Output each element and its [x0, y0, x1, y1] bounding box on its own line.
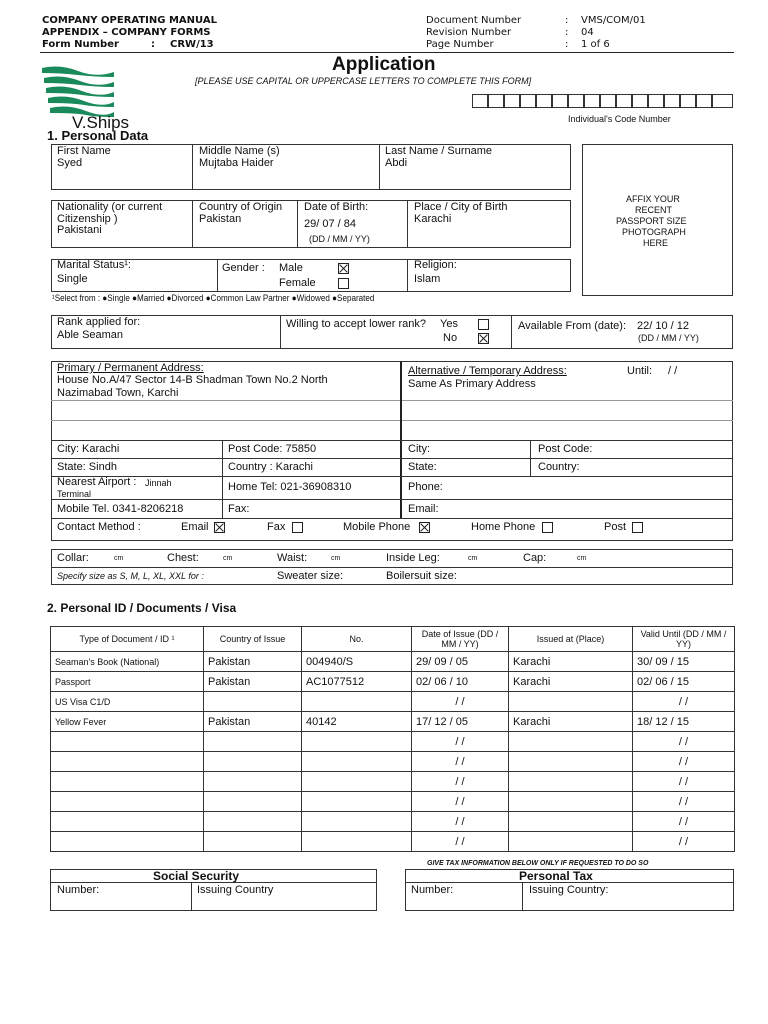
header-rule — [40, 52, 734, 53]
table-cell[interactable]: / / — [633, 812, 735, 832]
table-cell[interactable] — [302, 772, 412, 792]
form-number-value: CRW/13 — [170, 39, 214, 50]
available-label: Available From (date): — [518, 320, 627, 332]
chest-label: Chest: — [167, 552, 199, 564]
table-cell[interactable]: Seaman's Book (National) — [51, 652, 204, 672]
table-cell[interactable]: Karachi — [509, 672, 633, 692]
table-cell[interactable] — [509, 812, 633, 832]
home-tel-field[interactable]: Home Tel: 021-36908310 — [228, 481, 352, 493]
code-digit-box[interactable] — [536, 94, 552, 108]
code-digit-box[interactable] — [568, 94, 584, 108]
table-cell[interactable]: AC1077512 — [302, 672, 412, 692]
table-cell[interactable]: 17/ 12 / 05 — [412, 712, 509, 732]
table-cell[interactable]: Passport — [51, 672, 204, 692]
size-instructions: Specify size as S, M, L, XL, XXL for : — [57, 571, 204, 581]
code-digit-box[interactable] — [504, 94, 520, 108]
lower-rank-no-label: No — [443, 332, 458, 344]
code-digit-box[interactable] — [648, 94, 664, 108]
gender-label: Gender : — [222, 262, 265, 274]
table-row — [51, 772, 735, 792]
table-cell[interactable] — [204, 692, 302, 712]
table-cell[interactable]: / / — [412, 792, 509, 812]
religion-value[interactable]: Islam — [414, 273, 441, 285]
tax-number-label: Number: — [411, 884, 454, 896]
section-1-title: 1. Personal Data — [47, 128, 149, 143]
code-digit-box[interactable] — [488, 94, 504, 108]
photo-text: HERE — [643, 238, 669, 248]
form-number-label: Form Number — [42, 39, 119, 50]
until-label: Until: — [627, 365, 653, 377]
table-cell[interactable]: 004940/S — [302, 652, 412, 672]
dob-value[interactable]: 29/ 07 / 84 — [304, 218, 356, 230]
table-cell[interactable]: 18/ 12 / 15 — [633, 712, 735, 732]
table-cell[interactable]: 40142 — [302, 712, 412, 732]
documents-table — [50, 626, 735, 852]
primary-address-line1[interactable]: House No.A/47 Sector 14-B Shadman Town No.2 North — [57, 374, 328, 386]
state-field[interactable]: State: Sindh — [57, 461, 117, 473]
table-header: Type of Document / ID ¹ — [51, 627, 204, 652]
alt-postcode-field[interactable]: Post Code: — [538, 443, 593, 455]
available-format: (DD / MM / YY) — [638, 333, 699, 343]
table-cell[interactable] — [302, 732, 412, 752]
table-cell[interactable] — [51, 832, 204, 852]
collar-label: Collar: — [57, 552, 89, 564]
rev-number-label: Revision Number — [426, 27, 512, 38]
table-cell[interactable]: / / — [412, 772, 509, 792]
dob-format: (DD / MM / YY) — [309, 234, 370, 244]
table-cell[interactable] — [509, 792, 633, 812]
table-header: Date of Issue (DD / MM / YY) — [412, 627, 509, 652]
table-row — [51, 792, 735, 812]
nationality-value[interactable]: Pakistani — [57, 224, 102, 236]
waist-label: Waist: — [277, 552, 308, 564]
appendix-title: APPENDIX – COMPANY FORMS — [42, 27, 211, 38]
code-digit-box[interactable] — [680, 94, 696, 108]
airport-value-2[interactable]: Terminal — [57, 489, 92, 499]
table-cell[interactable]: / / — [412, 732, 509, 752]
code-digit-box[interactable] — [616, 94, 632, 108]
table-cell[interactable] — [51, 792, 204, 812]
photo-text: PHOTOGRAPH — [622, 227, 686, 237]
rank-label: Rank applied for: — [57, 316, 141, 328]
contact-email-checkbox[interactable] — [214, 522, 225, 533]
table-cell[interactable] — [204, 812, 302, 832]
alt-address-label: Alternative / Temporary Address: — [408, 365, 567, 377]
fax-field[interactable]: Fax: — [228, 503, 250, 515]
table-cell[interactable]: / / — [412, 812, 509, 832]
code-digit-box[interactable] — [552, 94, 568, 108]
dob-label: Date of Birth: — [304, 201, 369, 213]
form-number-sep: : — [151, 39, 155, 50]
table-cell[interactable]: Pakistan — [204, 672, 302, 692]
origin-label: Country of Origin — [199, 201, 283, 213]
middle-name-label: Middle Name (s) — [199, 145, 280, 157]
social-country-label: Issuing Country — [197, 884, 274, 896]
cm-unit: cm — [468, 555, 478, 562]
cm-unit: cm — [577, 555, 587, 562]
photo-text: AFFIX YOUR — [626, 194, 680, 204]
table-cell[interactable]: / / — [412, 692, 509, 712]
gender-male-label: Male — [279, 262, 303, 274]
doc-number-value: VMS/COM/01 — [581, 15, 646, 26]
mobile-field[interactable]: Mobile Tel. 0341-8206218 — [57, 503, 184, 515]
tax-country-label: Issuing Country: — [529, 884, 609, 896]
code-digit-box[interactable] — [600, 94, 616, 108]
gender-female-label: Female — [279, 277, 316, 289]
table-cell[interactable] — [509, 772, 633, 792]
table-row — [51, 692, 735, 712]
table-header: Issued at (Place) — [509, 627, 633, 652]
logo-text: V.Ships — [72, 113, 130, 132]
table-cell[interactable] — [51, 732, 204, 752]
table-cell[interactable]: / / — [633, 792, 735, 812]
code-digit-box[interactable] — [664, 94, 680, 108]
cap-label: Cap: — [523, 552, 547, 564]
lower-rank-yes-checkbox[interactable] — [478, 319, 489, 330]
lower-rank-no-checkbox[interactable] — [478, 333, 489, 344]
last-name-value[interactable]: Abdi — [385, 157, 408, 169]
manual-title: COMPANY OPERATING MANUAL — [42, 15, 217, 26]
photo-text: RECENT — [635, 205, 673, 215]
table-cell[interactable] — [302, 832, 412, 852]
table-cell[interactable]: 02/ 06 / 15 — [633, 672, 735, 692]
table-header-row — [51, 627, 735, 652]
boilersuit-size-label: Boilersuit size: — [386, 570, 457, 582]
city-field[interactable]: City: Karachi — [57, 443, 120, 455]
lower-rank-yes-label: Yes — [440, 318, 458, 330]
table-cell[interactable]: Pakistan — [204, 652, 302, 672]
table-cell[interactable] — [302, 812, 412, 832]
social-number-label: Number: — [57, 884, 100, 896]
table-cell[interactable] — [204, 752, 302, 772]
contact-home-label: Home Phone — [471, 521, 536, 533]
colon: : — [565, 15, 569, 26]
contact-mobile-checkbox[interactable] — [419, 522, 430, 533]
available-value[interactable]: 22/ 10 / 12 — [637, 320, 689, 332]
marital-footnote: ¹Select from : ●Single ●Married ●Divorced ●Common Law Partner ●Widowed ●Separated — [52, 293, 375, 303]
table-row — [51, 832, 735, 852]
table-cell[interactable]: Karachi — [509, 652, 633, 672]
table-cell[interactable] — [509, 752, 633, 772]
gender-female-checkbox[interactable] — [338, 278, 349, 289]
contact-post-label: Post — [604, 521, 627, 533]
origin-value[interactable]: Pakistan — [199, 213, 242, 225]
table-cell[interactable]: / / — [633, 832, 735, 852]
middle-name-value[interactable]: Mujtaba Haider — [199, 157, 274, 169]
page-number-value: 1 of 6 — [581, 39, 610, 50]
marital-value[interactable]: Single — [57, 273, 88, 285]
table-header: Country of Issue — [204, 627, 302, 652]
tax-note: GIVE TAX INFORMATION BELOW ONLY IF REQUESTED TO DO SO — [427, 860, 649, 867]
inside-leg-label: Inside Leg: — [386, 552, 440, 564]
rev-number-value: 04 — [581, 27, 594, 38]
airport-value[interactable]: Jinnah — [145, 478, 172, 488]
code-digit-box[interactable] — [712, 94, 733, 108]
alt-country-field[interactable]: Country: — [538, 461, 580, 473]
table-cell[interactable] — [509, 832, 633, 852]
pob-label: Place / City of Birth — [414, 201, 508, 213]
email-field[interactable]: Email: — [408, 503, 439, 515]
contact-fax-checkbox[interactable] — [292, 522, 303, 533]
page-number-label: Page Number — [426, 39, 494, 50]
code-digit-box[interactable] — [632, 94, 648, 108]
airport-label: Nearest Airport : — [57, 476, 137, 488]
primary-address-line2[interactable]: Nazimabad Town, Karchi — [57, 387, 179, 399]
colon: : — [565, 27, 569, 38]
social-security-title: Social Security — [153, 869, 240, 883]
photo-text: PASSPORT SIZE — [616, 216, 687, 226]
table-header: No. — [302, 627, 412, 652]
table-header: Valid Until (DD / MM / YY) — [633, 627, 735, 652]
contact-post-checkbox[interactable] — [632, 522, 643, 533]
table-row — [51, 672, 735, 692]
contact-home-checkbox[interactable] — [542, 522, 553, 533]
contact-mobile-label: Mobile Phone — [343, 521, 411, 533]
contact-email-label: Email — [181, 521, 209, 533]
postcode-field[interactable]: Post Code: 75850 — [228, 443, 317, 455]
table-cell[interactable]: Karachi — [509, 712, 633, 732]
contact-fax-label: Fax — [267, 521, 286, 533]
table-row — [51, 732, 735, 752]
alt-address-value[interactable]: Same As Primary Address — [408, 378, 536, 390]
table-row — [51, 812, 735, 832]
nationality-label: Citizenship ) — [57, 213, 118, 225]
cm-unit: cm — [114, 555, 124, 562]
primary-address-label: Primary / Permanent Address: — [57, 362, 204, 374]
alt-state-field[interactable]: State: — [408, 461, 437, 473]
rank-value[interactable]: Able Seaman — [57, 329, 124, 341]
nationality-label: Nationality (or current — [57, 201, 163, 213]
table-cell[interactable]: / / — [633, 692, 735, 712]
religion-label: Religion: — [414, 259, 457, 271]
table-cell[interactable]: Pakistan — [204, 712, 302, 732]
table-cell[interactable]: US Visa C1/D — [51, 692, 204, 712]
table-cell[interactable] — [509, 692, 633, 712]
code-digit-box[interactable] — [520, 94, 536, 108]
table-cell[interactable]: 02/ 06 / 10 — [412, 672, 509, 692]
lower-rank-label: Willing to accept lower rank? — [286, 318, 427, 330]
last-name-label: Last Name / Surname — [385, 145, 492, 157]
table-cell[interactable] — [509, 732, 633, 752]
section-2-title: 2. Personal ID / Documents / Visa — [47, 601, 237, 615]
doc-number-label: Document Number — [426, 15, 522, 26]
country-field[interactable]: Country : Karachi — [228, 461, 313, 473]
first-name-label: First Name — [57, 145, 111, 157]
table-cell[interactable] — [51, 812, 204, 832]
names-box — [51, 144, 571, 190]
table-cell[interactable]: 29/ 09 / 05 — [412, 652, 509, 672]
until-value[interactable]: / / — [668, 365, 678, 377]
table-row — [51, 752, 735, 772]
code-digit-box[interactable] — [584, 94, 600, 108]
cm-unit: cm — [331, 555, 341, 562]
table-cell[interactable] — [51, 752, 204, 772]
table-cell[interactable]: / / — [633, 772, 735, 792]
code-digit-box[interactable] — [472, 94, 488, 108]
table-cell[interactable]: 30/ 09 / 15 — [633, 652, 735, 672]
table-cell[interactable] — [302, 692, 412, 712]
table-row — [51, 712, 735, 732]
pob-value[interactable]: Karachi — [414, 213, 452, 225]
contact-method-label: Contact Method : — [57, 521, 141, 533]
table-cell[interactable]: / / — [412, 752, 509, 772]
table-cell[interactable] — [204, 832, 302, 852]
page-title: Application — [332, 54, 436, 75]
table-cell[interactable] — [302, 792, 412, 812]
table-cell[interactable] — [302, 752, 412, 772]
personal-tax-title: Personal Tax — [519, 869, 593, 883]
table-cell[interactable]: / / — [633, 752, 735, 772]
sweater-size-label: Sweater size: — [277, 570, 344, 582]
alt-city-field[interactable]: City: — [408, 443, 430, 455]
table-cell[interactable]: / / — [633, 732, 735, 752]
code-number-label: Individual's Code Number — [568, 114, 671, 124]
table-cell[interactable] — [204, 772, 302, 792]
form-instructions: [PLEASE USE CAPITAL OR UPPERCASE LETTERS TO COMPLETE THIS FORM] — [195, 76, 532, 86]
code-digit-box[interactable] — [696, 94, 712, 108]
table-cell[interactable] — [51, 772, 204, 792]
vships-flag-logo — [40, 66, 114, 118]
table-cell[interactable]: Yellow Fever — [51, 712, 204, 732]
table-cell[interactable] — [204, 732, 302, 752]
phone-field[interactable]: Phone: — [408, 481, 443, 493]
table-cell[interactable]: / / — [412, 832, 509, 852]
table-row — [51, 652, 735, 672]
table-cell[interactable] — [204, 792, 302, 812]
cm-unit: cm — [223, 555, 233, 562]
gender-male-checkbox[interactable] — [338, 263, 349, 274]
colon: : — [565, 39, 569, 50]
marital-label: Marital Status¹: — [57, 259, 131, 271]
first-name-value[interactable]: Syed — [57, 157, 83, 169]
